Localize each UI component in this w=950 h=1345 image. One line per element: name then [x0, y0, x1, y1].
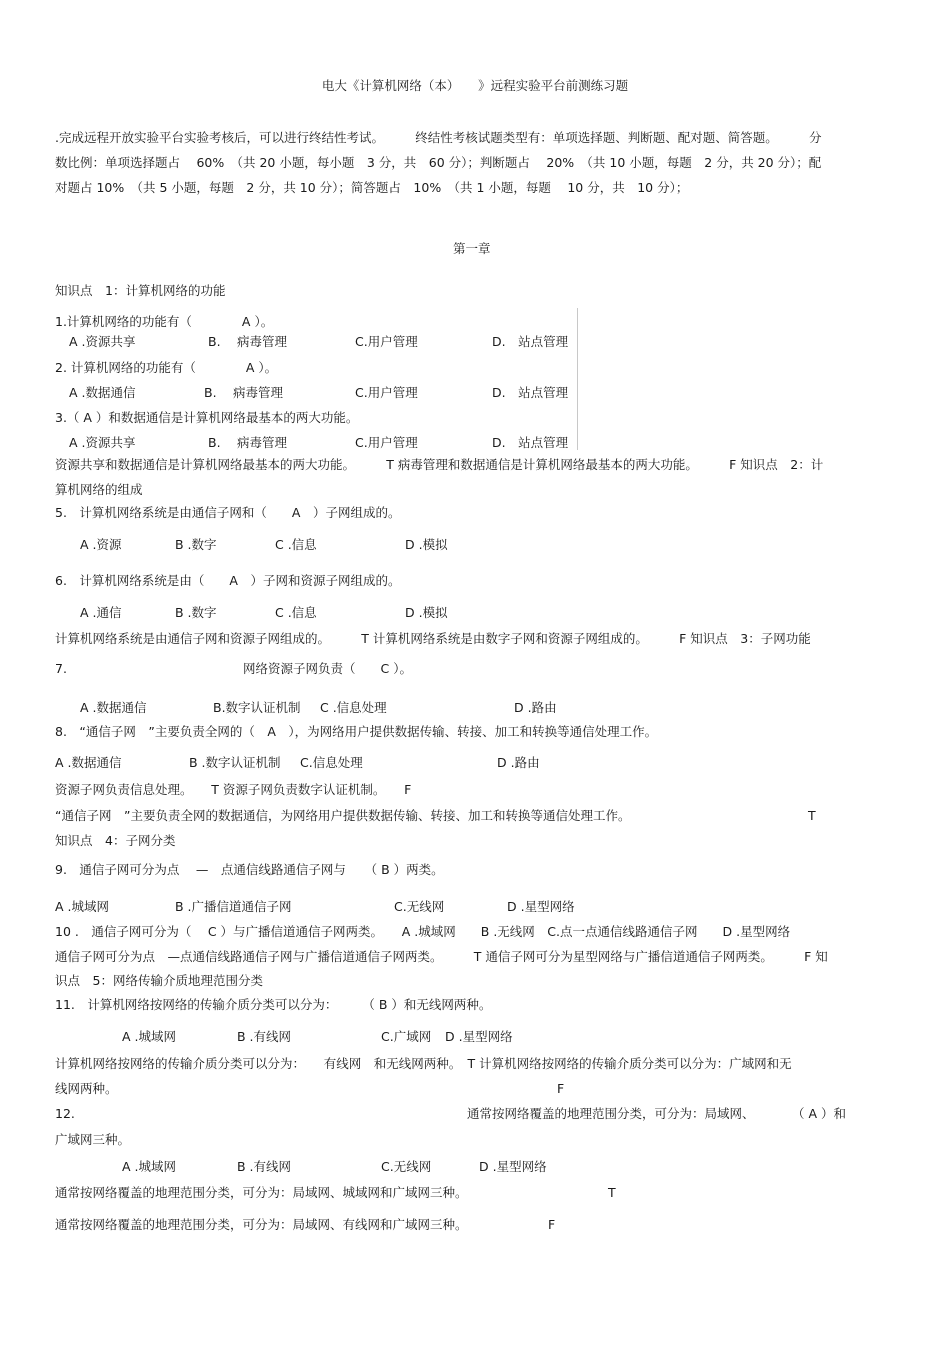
question-12-option-b: B .有线网 [237, 1159, 292, 1174]
question-2: 2. 计算机网络的功能有（ A ）。 [55, 360, 278, 375]
question-6-option-c: C .信息 [275, 605, 317, 620]
question-8-option-a: A .数据通信 [55, 755, 122, 770]
column-divider [577, 308, 578, 450]
question-6-option-b: B .数字 [175, 605, 217, 620]
question-7-option-b: B.数字认证机制 [213, 700, 301, 715]
question-5-option-b: B .数字 [175, 537, 217, 552]
question-3-option-c: C.用户管理 [355, 435, 418, 450]
judgement-1-line-2: 算机网络的组成 [55, 482, 143, 497]
question-9-option-d: D .星型网络 [507, 899, 575, 914]
question-2-option-d: D. 站点管理 [492, 385, 569, 400]
question-8-option-c: C.信息处理 [300, 755, 363, 770]
question-11: 11. 计算机网络按网络的传输介质分类可以分为： （ B ）和无线网两种。 [55, 997, 492, 1012]
question-1: 1.计算机网络的功能有（ A ）。 [55, 314, 274, 329]
judgement-8: 通常按网络覆盖的地理范围分类，可分为：局域网、有线网和广域网三种。 [55, 1217, 468, 1232]
question-5: 5. 计算机网络系统是由通信子网和（ A ）子网组成的。 [55, 505, 401, 520]
question-3-option-d: D. 站点管理 [492, 435, 569, 450]
question-7-number: 7. [55, 661, 67, 676]
judgement-5-line-2: 识点 5：网络传输介质地理范围分类 [55, 973, 263, 988]
chapter-heading: 第一章 [453, 241, 491, 256]
judgement-1-line-1: 资源共享和数据通信是计算机网络最基本的两大功能。 T 病毒管理和数据通信是计算机网络最基本的两大功能。 F 知识点 2：计 [55, 457, 824, 472]
question-9-option-c: C.无线网 [394, 899, 445, 914]
question-5-option-c: C .信息 [275, 537, 317, 552]
question-9: 9. 通信子网可分为点 — 点通信线路通信子网与 （ B ）两类。 [55, 862, 444, 877]
question-1-option-d: D. 站点管理 [492, 334, 569, 349]
question-12-option-c: C.无线网 [381, 1159, 432, 1174]
intro-line-1: .完成远程开放实验平台实验考核后，可以进行终结性考试。 终结性考核试题类型有：单项选择题、判断题、配对题、简答题。 分 [55, 130, 822, 145]
question-6: 6. 计算机网络系统是由（ A ）子网和资源子网组成的。 [55, 573, 401, 588]
question-1-option-a: A .资源共享 [69, 334, 136, 349]
intro-line-3: 对题占 10% （共 5 小题，每题 2 分，共 10 分）；简答题占 10% （共 1 小题，每题 10 分，共 10 分）； [55, 180, 689, 195]
question-3-option-a: A .资源共享 [69, 435, 136, 450]
question-3: 3.（ A ）和数据通信是计算机网络最基本的两大功能。 [55, 410, 359, 425]
knowledge-point-4: 知识点 4：子网分类 [55, 833, 176, 848]
intro-line-2: 数比例：单项选择题占 60% （共 20 小题，每小题 3 分，共 60 分）；判断题占 20% （共 10 小题，每题 2 分，共 20 分）；配 [55, 155, 822, 170]
question-10: 10 . 通信子网可分为（ C ）与广播信道通信子网两类。 A .城域网 B .无线网 C.点一点通信线路通信子网 D .星型网络 [55, 924, 791, 939]
judgement-7: 通常按网络覆盖的地理范围分类，可分为：局域网、城域网和广域网三种。 [55, 1185, 468, 1200]
judgement-4-mark: T [808, 808, 816, 823]
question-9-option-a: A .城域网 [55, 899, 109, 914]
judgement-2: 计算机网络系统是由通信子网和资源子网组成的。 T 计算机网络系统是由数字子网和资源子网组成的。 F 知识点 3：子网功能 [55, 631, 811, 646]
knowledge-point-1: 知识点 1：计算机网络的功能 [55, 283, 226, 298]
question-1-option-b: B. 病毒管理 [208, 334, 288, 349]
question-8-option-d: D .路由 [497, 755, 540, 770]
question-6-option-d: D .模拟 [405, 605, 448, 620]
question-2-option-c: C.用户管理 [355, 385, 418, 400]
question-5-option-d: D .模拟 [405, 537, 448, 552]
question-7-option-c: C .信息处理 [320, 700, 387, 715]
question-8: 8. “通信子网 ”主要负责全网的（ A ），为网络用户提供数据传输、转接、加工和转换等通信处理工作。 [55, 724, 658, 739]
question-12-option-a: A .城域网 [122, 1159, 176, 1174]
question-11-option-c: C.广域网 [381, 1029, 432, 1044]
question-8-option-b: B .数字认证机制 [189, 755, 281, 770]
question-12-option-d: D .星型网络 [479, 1159, 547, 1174]
question-3-option-b: B. 病毒管理 [208, 435, 288, 450]
judgement-3: 资源子网负责信息处理。 T 资源子网负责数字认证机制。 F [55, 782, 412, 797]
question-11-option-d: D .星型网络 [445, 1029, 513, 1044]
question-7: 网络资源子网负责（ C ）。 [243, 661, 412, 676]
judgement-6-line-1: 计算机网络按网络的传输介质分类可以分为： 有线网 和无线网两种。 T 计算机网络按网络的传输介质分类可以分为：广域网和无 [55, 1056, 792, 1071]
question-11-option-a: A .城域网 [122, 1029, 176, 1044]
question-6-option-a: A .通信 [80, 605, 122, 620]
document-title: 电大《计算机网络（本） 》远程实验平台前测练习题 [321, 78, 629, 93]
question-12: 通常按网络覆盖的地理范围分类，可分为：局域网、 （ A ）和 [467, 1106, 846, 1121]
judgement-5-line-1: 通信子网可分为点 —点通信线路通信子网与广播信道通信子网两类。 T 通信子网可分为星型网络与广播信道通信子网两类。 F 知 [55, 949, 828, 964]
question-2-option-a: A .数据通信 [69, 385, 136, 400]
judgement-7-mark: T [608, 1185, 616, 1200]
judgement-8-mark: F [548, 1217, 556, 1232]
question-7-option-a: A .数据通信 [80, 700, 147, 715]
question-7-option-d: D .路由 [514, 700, 557, 715]
judgement-6-mark: F [557, 1081, 565, 1096]
question-12-number: 12. [55, 1106, 75, 1121]
question-1-option-c: C.用户管理 [355, 334, 418, 349]
question-12-continuation: 广域网三种。 [55, 1132, 131, 1147]
question-2-option-b: B. 病毒管理 [204, 385, 284, 400]
judgement-6-line-2: 线网两种。 [55, 1081, 118, 1096]
question-9-option-b: B .广播信道通信子网 [175, 899, 292, 914]
question-5-option-a: A .资源 [80, 537, 122, 552]
question-11-option-b: B .有线网 [237, 1029, 292, 1044]
judgement-4: “通信子网 ”主要负责全网的数据通信，为网络用户提供数据传输、转接、加工和转换等通信处理工作。 [55, 808, 631, 823]
